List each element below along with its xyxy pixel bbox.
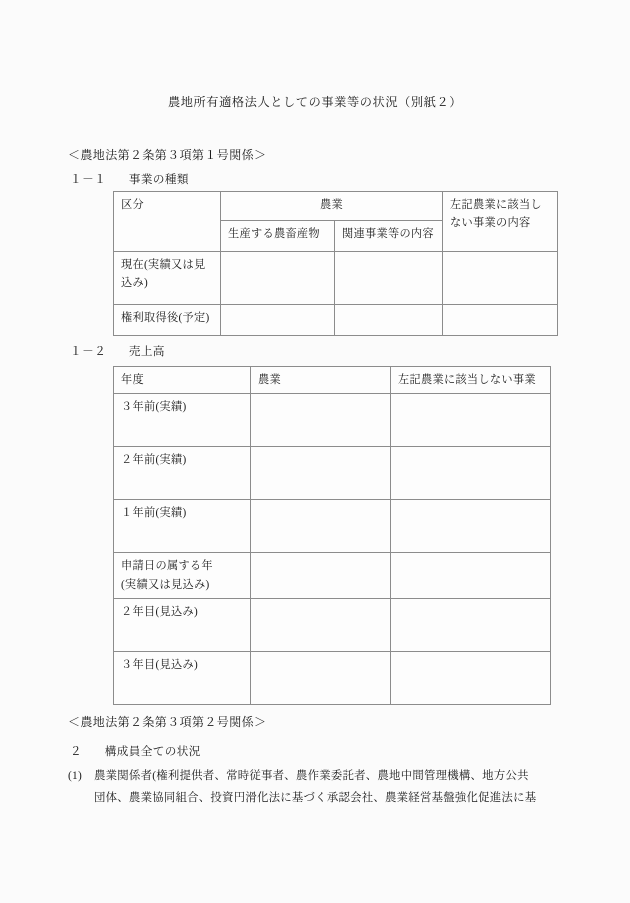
cell-after-non-agriculture[interactable] bbox=[443, 305, 558, 336]
row-label-year-2-forecast: ２年目(見込み) bbox=[114, 599, 251, 652]
table-row bbox=[114, 553, 551, 599]
cell-after-products[interactable] bbox=[221, 305, 335, 336]
cell-1-year-ago-non-agriculture[interactable] bbox=[391, 500, 551, 553]
cell-after-related[interactable] bbox=[335, 305, 443, 336]
law-reference-2: ＜農地法第２条第３項第２号関係＞ bbox=[68, 715, 267, 729]
table-row bbox=[114, 394, 551, 447]
heading-1-2 bbox=[70, 343, 165, 359]
table-row bbox=[114, 305, 558, 336]
row-label-2-years-ago: ２年前(実績) bbox=[114, 447, 251, 500]
heading-1-1-label: 事業の種類 bbox=[128, 173, 189, 186]
page-title: 農地所有適格法人としての事業等の状況（別紙２） bbox=[167, 95, 463, 109]
row-label-after-acquisition: 権利取得後(予定) bbox=[114, 305, 221, 336]
header-cell-related-business: 関連事業等の内容 bbox=[335, 221, 443, 252]
cell-3-years-ago-non-agriculture[interactable] bbox=[391, 394, 551, 447]
cell-application-year-agriculture[interactable] bbox=[251, 553, 391, 599]
header-cell-products: 生産する農畜産物 bbox=[221, 221, 335, 252]
header-cell-kubun: 区分 bbox=[114, 192, 221, 252]
heading-1-2-number: １－２ bbox=[70, 345, 107, 358]
cell-year-2-agriculture[interactable] bbox=[251, 599, 391, 652]
cell-year-3-agriculture[interactable] bbox=[251, 652, 391, 705]
table-header-row bbox=[114, 367, 551, 394]
paragraph-line-2: 団体、農業協同組合、投資円滑化法に基づく承認会社、農業経営基盤強化促進法に基 bbox=[94, 792, 537, 805]
heading-1-2-label: 売上高 bbox=[128, 345, 165, 358]
cell-2-years-ago-agriculture[interactable] bbox=[251, 447, 391, 500]
heading-1-1 bbox=[70, 171, 189, 187]
cell-year-2-non-agriculture[interactable] bbox=[391, 599, 551, 652]
cell-year-3-non-agriculture[interactable] bbox=[391, 652, 551, 705]
header-cell-agriculture: 農業 bbox=[251, 367, 391, 394]
paragraph-line-1: 農業関係者(権利提供者、常時従事者、農作業委託者、農地中間管理機構、地方公共 bbox=[94, 770, 529, 782]
row-label-year-3-forecast: ３年目(見込み) bbox=[114, 652, 251, 705]
heading-1-1-number: １－１ bbox=[70, 173, 107, 186]
cell-current-non-agriculture[interactable] bbox=[443, 252, 558, 305]
paragraph-marker: (1) bbox=[68, 770, 83, 782]
heading-2-label: 構成員全ての状況 bbox=[104, 745, 201, 758]
sales-table bbox=[113, 366, 551, 705]
table-header-row bbox=[114, 192, 558, 221]
law-reference-1: ＜農地法第２条第３項第１号関係＞ bbox=[68, 148, 267, 162]
table-row bbox=[114, 252, 558, 305]
header-cell-non-agriculture: 左記農業に該当しない事業 bbox=[391, 367, 551, 394]
header-cell-year: 年度 bbox=[114, 367, 251, 394]
table-row bbox=[114, 652, 551, 705]
table-row bbox=[114, 599, 551, 652]
business-type-table bbox=[113, 191, 558, 336]
row-label-application-year-line1: 申請日の属する年 bbox=[121, 560, 213, 573]
table-row bbox=[114, 447, 551, 500]
header-cell-non-agriculture: 左記農業に該当しない事業の内容 bbox=[443, 192, 558, 252]
cell-current-related[interactable] bbox=[335, 252, 443, 305]
row-label-application-year bbox=[114, 553, 251, 599]
paragraph-item-1 bbox=[68, 765, 573, 809]
header-cell-agriculture-group: 農業 bbox=[221, 192, 443, 221]
row-label-current: 現在(実績又は見込み) bbox=[114, 252, 221, 305]
cell-1-year-ago-agriculture[interactable] bbox=[251, 500, 391, 553]
table-row bbox=[114, 500, 551, 553]
row-label-3-years-ago: ３年前(実績) bbox=[114, 394, 251, 447]
cell-current-products[interactable] bbox=[221, 252, 335, 305]
cell-3-years-ago-agriculture[interactable] bbox=[251, 394, 391, 447]
row-label-1-year-ago: １年前(実績) bbox=[114, 500, 251, 553]
cell-application-year-non-agriculture[interactable] bbox=[391, 553, 551, 599]
heading-2-number: ２ bbox=[70, 745, 83, 758]
heading-2 bbox=[70, 743, 201, 759]
row-label-application-year-line2: (実績又は見込み) bbox=[121, 578, 210, 591]
cell-2-years-ago-non-agriculture[interactable] bbox=[391, 447, 551, 500]
